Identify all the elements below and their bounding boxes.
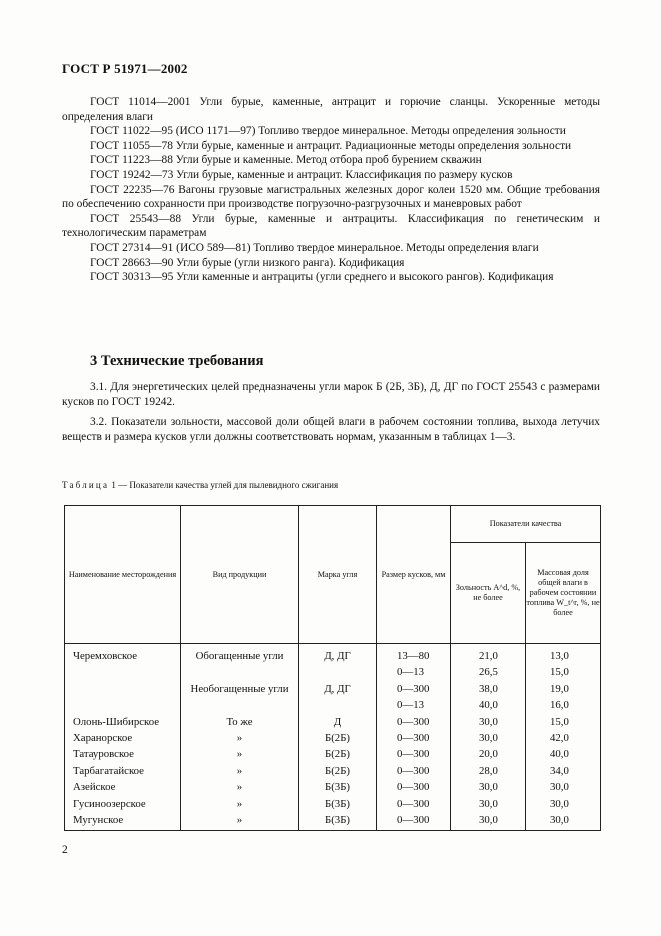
cell-size: 0—300: [377, 796, 451, 812]
cell-moisture: 16,0: [526, 697, 601, 713]
cell-deposit: Харанорское: [65, 730, 181, 746]
header-product: Вид продукции: [181, 506, 299, 644]
cell-product: »: [181, 796, 299, 812]
document-header: ГОСТ Р 51971—2002: [62, 61, 188, 76]
cell-ash: 30,0: [451, 714, 526, 730]
cell-moisture: 19,0: [526, 681, 601, 697]
table-row: [65, 697, 601, 713]
cell-size: 0—300: [377, 681, 451, 697]
cell-size: 0—300: [377, 779, 451, 795]
cell-product: »: [181, 763, 299, 779]
cell-product: [181, 664, 299, 680]
table-row: [65, 714, 601, 730]
cell-grade: Б(2Б): [299, 730, 377, 746]
table-caption-text: 1 — Показатели качества углей для пылевидного сжигания: [111, 480, 339, 490]
table-row: [65, 746, 601, 762]
cell-ash: 30,0: [451, 812, 526, 831]
table-row: [65, 796, 601, 812]
cell-product: »: [181, 746, 299, 762]
cell-ash: 38,0: [451, 681, 526, 697]
reference-item: ГОСТ 11223—88 Угли бурые и каменные. Метод отбора проб бурением скважин: [90, 154, 482, 167]
reference-item: ГОСТ 28663—90 Угли бурые (угли низкого ранга). Кодификация: [90, 256, 405, 269]
reference-item: ГОСТ 25543—88 Угли бурые, каменные и антрациты. Классификация по генетическим и технологическим параметрам: [62, 212, 600, 240]
header-moisture: Массовая доля общей влаги в рабочем состоянии топлива W_t^r, %, не более: [526, 543, 601, 644]
cell-size: 0—13: [377, 664, 451, 680]
table-row: [65, 812, 601, 831]
cell-deposit: Азейское: [65, 779, 181, 795]
cell-grade: Б(2Б): [299, 746, 377, 762]
cell-size: 0—300: [377, 730, 451, 746]
cell-ash: 30,0: [451, 779, 526, 795]
cell-product: »: [181, 812, 299, 831]
cell-ash: 20,0: [451, 746, 526, 762]
cell-grade: Б(3Б): [299, 812, 377, 831]
cell-deposit: Тарбагатайское: [65, 763, 181, 779]
cell-moisture: 15,0: [526, 664, 601, 680]
header-grade: Марка угля: [299, 506, 377, 644]
cell-deposit: Олонь-Шибирское: [65, 714, 181, 730]
section-paragraph: 3.2. Показатели зольности, массовой доли общей влаги в рабочем состоянии топлива, выхода летучих веществ и размера кусков угли должны соответствовать нормам, указанным в таблицах 1—3.: [62, 416, 600, 443]
cell-grade: Б(3Б): [299, 796, 377, 812]
cell-moisture: 30,0: [526, 812, 601, 831]
quality-table: [64, 505, 601, 831]
cell-ash: 40,0: [451, 697, 526, 713]
normative-references: [62, 95, 600, 285]
table-row: [65, 779, 601, 795]
reference-item: ГОСТ 27314—91 (ИСО 589—81) Топливо твердое минеральное. Методы определения влаги: [90, 241, 539, 254]
cell-deposit: Татауровское: [65, 746, 181, 762]
cell-grade: Б(3Б): [299, 779, 377, 795]
cell-size: 0—300: [377, 746, 451, 762]
header-quality: Показатели качества: [451, 506, 601, 543]
cell-deposit: Черемховское: [65, 644, 181, 665]
cell-deposit: [65, 681, 181, 697]
cell-size: 0—300: [377, 714, 451, 730]
cell-deposit: Мугунское: [65, 812, 181, 831]
reference-item: ГОСТ 11014—2001 Угли бурые, каменные, антрацит и горючие сланцы. Ускоренные методы определения влаги: [62, 96, 600, 123]
section-body: [62, 380, 600, 450]
cell-moisture: 13,0: [526, 644, 601, 665]
header-size: Размер кусков, мм: [377, 506, 451, 644]
cell-grade: Д, ДГ: [299, 681, 377, 697]
table-row: [65, 681, 601, 697]
table-row: [65, 763, 601, 779]
section-title: 3 Технические требования: [90, 353, 264, 369]
cell-ash: 26,5: [451, 664, 526, 680]
cell-product: То же: [181, 714, 299, 730]
cell-moisture: 30,0: [526, 796, 601, 812]
cell-ash: 28,0: [451, 763, 526, 779]
table-row: [65, 664, 601, 680]
reference-item: ГОСТ 11022—95 (ИСО 1171—97) Топливо твердое минеральное. Методы определения зольности: [90, 125, 566, 138]
reference-item: ГОСТ 19242—73 Угли бурые, каменные и антрацит. Классификация по размеру кусков: [90, 168, 513, 181]
cell-grade: [299, 697, 377, 713]
reference-item: ГОСТ 22235—76 Вагоны грузовые магистральных железных дорог колеи 1520 мм. Общие требования по обеспечению сохранности при производстве погрузочно-разгрузочных и маневровых работ: [62, 183, 600, 211]
cell-grade: Б(2Б): [299, 763, 377, 779]
cell-grade: Д, ДГ: [299, 644, 377, 665]
cell-moisture: 40,0: [526, 746, 601, 762]
cell-ash: 30,0: [451, 730, 526, 746]
cell-size: 13—80: [377, 644, 451, 665]
cell-ash: 30,0: [451, 796, 526, 812]
cell-product: Необогащенные угли: [181, 681, 299, 697]
cell-deposit: [65, 664, 181, 680]
cell-size: 0—300: [377, 812, 451, 831]
cell-grade: [299, 664, 377, 680]
table-caption: [62, 480, 338, 490]
cell-product: Обогащенные угли: [181, 644, 299, 665]
section-paragraph: 3.1. Для энергетических целей предназначены угли марок Б (2Б, 3Б), Д, ДГ по ГОСТ 25543 с размерами кусков по ГОСТ 19242.: [62, 381, 600, 408]
cell-deposit: [65, 697, 181, 713]
page-number: 2: [62, 844, 68, 856]
cell-moisture: 30,0: [526, 779, 601, 795]
header-deposit: Наименование месторождения: [65, 506, 181, 644]
cell-moisture: 42,0: [526, 730, 601, 746]
cell-moisture: 15,0: [526, 714, 601, 730]
cell-deposit: Гусиноозерское: [65, 796, 181, 812]
cell-size: 0—300: [377, 763, 451, 779]
cell-moisture: 34,0: [526, 763, 601, 779]
cell-product: »: [181, 779, 299, 795]
header-ash: Зольность A^d, %, не более: [451, 543, 526, 644]
table-row: [65, 644, 601, 665]
table-caption-label: Таблица: [62, 480, 110, 490]
cell-ash: 21,0: [451, 644, 526, 665]
cell-product: »: [181, 730, 299, 746]
reference-item: ГОСТ 11055—78 Угли бурые, каменные и антрацит. Радиационные методы определения зольности: [90, 139, 572, 152]
reference-item: ГОСТ 30313—95 Угли каменные и антрациты (угли среднего и высокого рангов). Кодификация: [90, 271, 554, 284]
cell-size: 0—13: [377, 697, 451, 713]
table-row: [65, 730, 601, 746]
cell-grade: Д: [299, 714, 377, 730]
cell-product: [181, 697, 299, 713]
